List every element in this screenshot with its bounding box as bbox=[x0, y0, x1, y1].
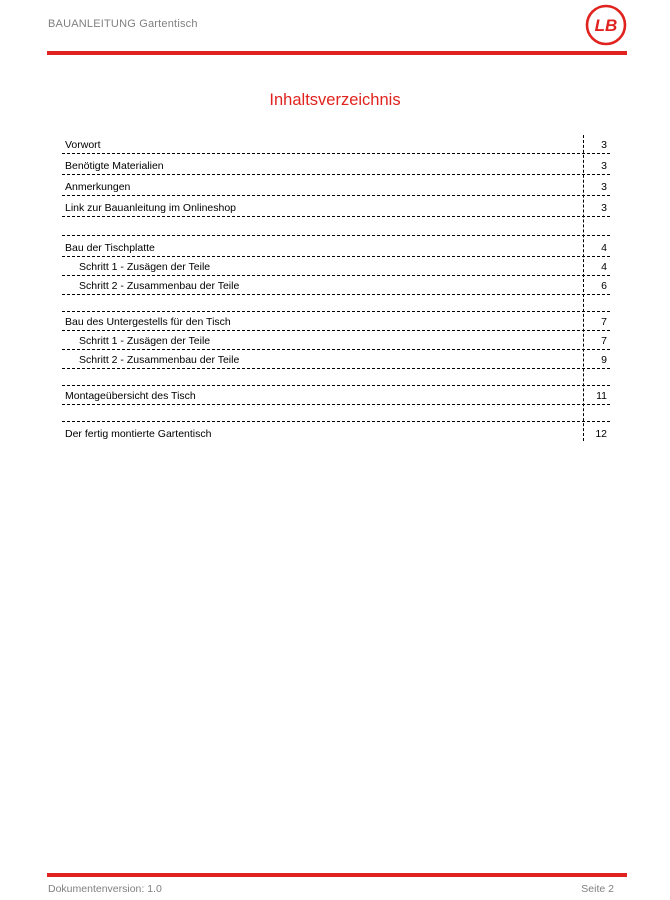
toc-row-spacer bbox=[62, 295, 610, 312]
toc-entry-label: Anmerkungen bbox=[65, 181, 131, 193]
toc-entry-page: 11 bbox=[596, 390, 607, 402]
toc-row-spacer bbox=[62, 217, 610, 236]
header-rule bbox=[47, 51, 627, 55]
toc-entry-label: Schritt 1 - Zusägen der Teile bbox=[79, 335, 211, 347]
toc-row-montageuebersicht[interactable] bbox=[62, 386, 610, 405]
toc-entry-page: 3 bbox=[601, 160, 607, 172]
toc-entry-page: 9 bbox=[601, 354, 607, 366]
footer-rule bbox=[47, 873, 627, 877]
toc-entry-label: Schritt 2 - Zusammenbau der Teile bbox=[79, 280, 240, 292]
toc-entry-page: 7 bbox=[601, 335, 607, 347]
toc-entry-page: 3 bbox=[601, 139, 607, 151]
toc-table bbox=[62, 135, 610, 442]
toc-row-untergestell-schritt-2[interactable] bbox=[62, 350, 610, 369]
document-version: Dokumentenversion: 1.0 bbox=[48, 883, 162, 895]
toc-entry-label: Bau des Untergestells für den Tisch bbox=[65, 316, 231, 328]
toc-title: Inhaltsverzeichnis bbox=[269, 91, 401, 109]
page-number: Seite 2 bbox=[581, 883, 614, 895]
toc-entry-page: 3 bbox=[601, 181, 607, 193]
toc-row-spacer bbox=[62, 405, 610, 422]
toc-entry-page: 4 bbox=[601, 242, 607, 254]
toc-row-materialien[interactable] bbox=[62, 154, 610, 175]
toc-row-onlineshop-link[interactable] bbox=[62, 196, 610, 217]
toc-row-untergestell-schritt-1[interactable] bbox=[62, 331, 610, 350]
toc-row-untergestell[interactable] bbox=[62, 312, 610, 331]
toc-page-column-divider bbox=[583, 135, 584, 441]
toc-entry-label: Montageübersicht des Tisch bbox=[65, 390, 196, 402]
toc-entry-page: 6 bbox=[601, 280, 607, 292]
toc-entry-page: 3 bbox=[601, 202, 607, 214]
toc-row-tischplatte-schritt-1[interactable] bbox=[62, 257, 610, 276]
toc-entry-page: 7 bbox=[601, 316, 607, 328]
toc-row-tischplatte[interactable] bbox=[62, 236, 610, 257]
toc-entry-label: Vorwort bbox=[65, 139, 101, 151]
company-logo bbox=[585, 4, 627, 46]
toc-row-spacer bbox=[62, 369, 610, 386]
toc-entry-label: Schritt 1 - Zusägen der Teile bbox=[79, 261, 211, 273]
toc-entry-label: Bau der Tischplatte bbox=[65, 242, 155, 254]
header-title: BAUANLEITUNG Gartentisch bbox=[48, 18, 198, 30]
logo-letters: LB bbox=[594, 16, 618, 35]
toc-row-vorwort[interactable] bbox=[62, 135, 610, 154]
toc-row-tischplatte-schritt-2[interactable] bbox=[62, 276, 610, 295]
toc-entry-label: Schritt 2 - Zusammenbau der Teile bbox=[79, 354, 240, 366]
toc-entry-label: Der fertig montierte Gartentisch bbox=[65, 428, 212, 440]
toc-entry-label: Benötigte Materialien bbox=[65, 160, 164, 172]
toc-entry-page: 12 bbox=[595, 428, 607, 440]
toc-row-anmerkungen[interactable] bbox=[62, 175, 610, 196]
toc-entry-page: 4 bbox=[601, 261, 607, 273]
toc-entry-label: Link zur Bauanleitung im Onlineshop bbox=[65, 202, 237, 214]
toc-row-fertiger-tisch[interactable] bbox=[62, 422, 610, 442]
